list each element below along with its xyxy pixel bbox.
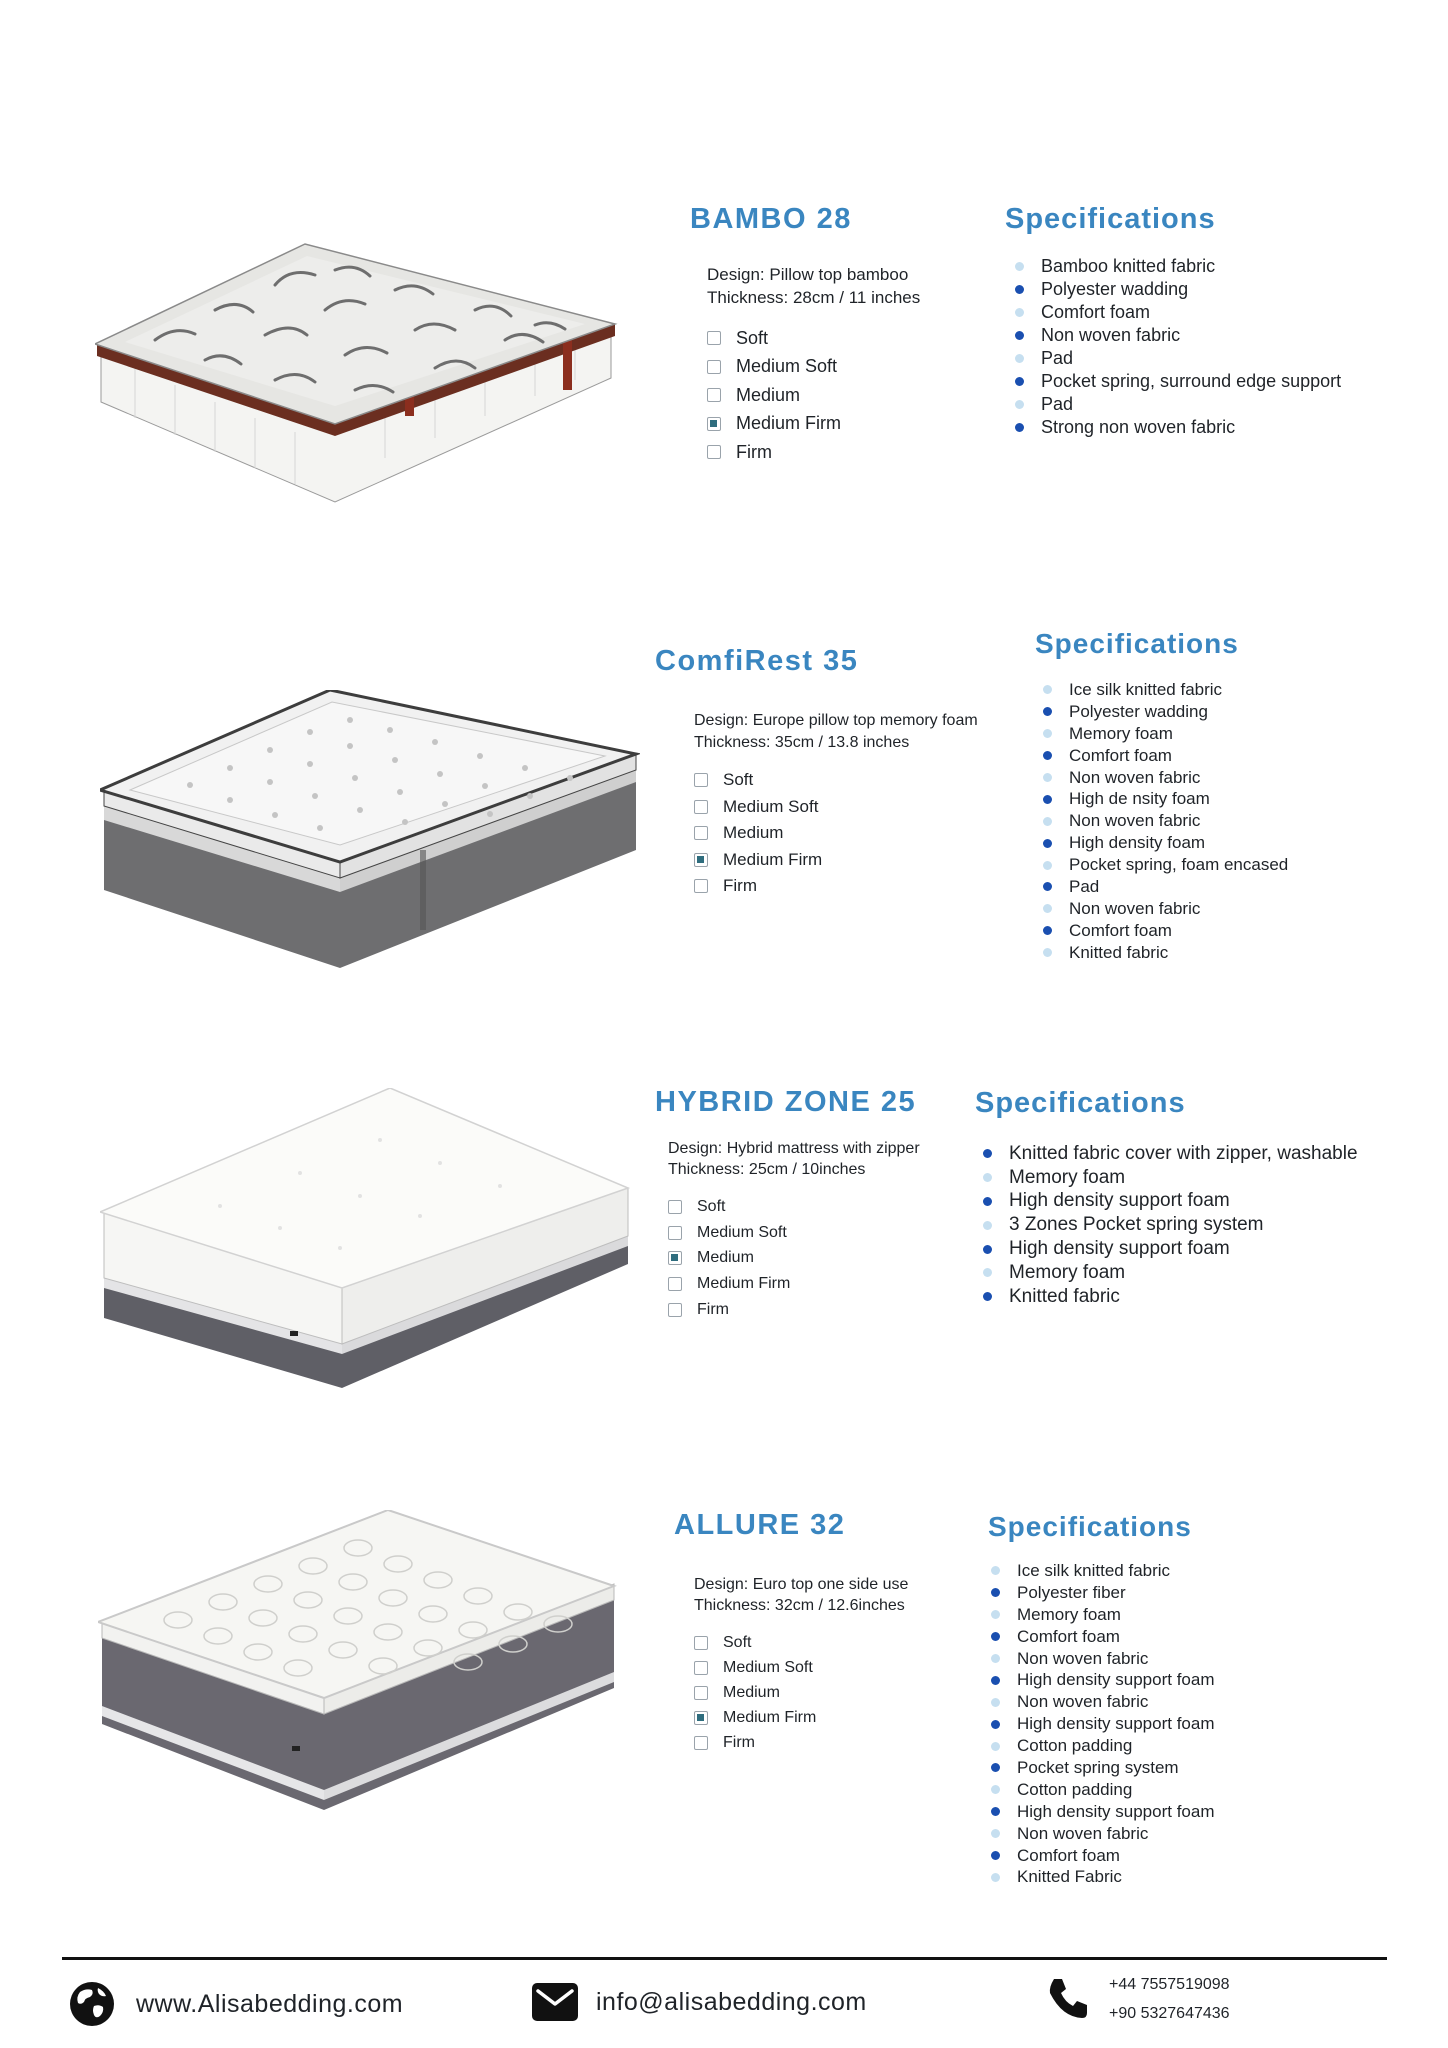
firmness-label: Medium Firm — [736, 413, 842, 434]
spec-item — [983, 1261, 1358, 1285]
spec-item — [983, 1142, 1358, 1166]
firmness-label: Medium — [723, 823, 784, 843]
spec-item — [991, 1801, 1215, 1823]
spec-item — [1043, 832, 1288, 854]
spec-item — [1015, 255, 1341, 278]
design-text: Design: Hybrid mattress with zipper — [668, 1140, 920, 1157]
bullet-icon — [983, 1292, 992, 1301]
spec-text: 3 Zones Pocket spring system — [1009, 1214, 1264, 1236]
specifications-title: Specifications — [1035, 628, 1239, 659]
phone-contact[interactable] — [1045, 1970, 1230, 2028]
spec-text: Knitted Fabric — [1017, 1867, 1122, 1887]
firmness-label: Soft — [723, 770, 754, 790]
specifications-title: Specifications — [988, 1511, 1192, 1542]
product-design — [694, 710, 978, 754]
spec-text: Comfort foam — [1069, 920, 1172, 940]
spec-item — [991, 1779, 1215, 1801]
firmness-option[interactable] — [668, 1194, 790, 1220]
bullet-icon — [1043, 904, 1052, 913]
comfirest-35-mattress-image — [100, 690, 640, 970]
firmness-option[interactable] — [707, 353, 841, 382]
firmness-option[interactable] — [668, 1220, 790, 1246]
bullet-icon — [1043, 729, 1052, 738]
firmness-option[interactable] — [707, 324, 841, 353]
phone-number-uk[interactable]: +44 7557519098 — [1109, 1976, 1230, 1993]
firmness-label: Firm — [697, 1300, 729, 1318]
firmness-label: Medium Firm — [723, 1709, 817, 1727]
spec-text: Pocket spring system — [1017, 1757, 1179, 1777]
spec-item — [991, 1604, 1215, 1626]
spec-item — [1043, 920, 1288, 942]
website-link[interactable]: www.Alisabedding.com — [136, 1989, 404, 2018]
spec-text: High density support foam — [1009, 1190, 1230, 1212]
design-text: Design: Pillow top bamboo — [707, 265, 909, 284]
checkbox[interactable] — [668, 1303, 682, 1317]
firmness-option[interactable] — [694, 1630, 816, 1655]
firmness-label: Medium — [736, 384, 801, 405]
spec-item — [983, 1213, 1358, 1237]
firmness-options — [707, 324, 841, 467]
firmness-label: Soft — [736, 327, 769, 348]
bullet-icon — [991, 1829, 1000, 1838]
bullet-icon — [983, 1197, 992, 1206]
spec-item — [1043, 701, 1288, 723]
product-title: ALLURE 32 — [674, 1509, 846, 1541]
firmness-option[interactable] — [694, 1731, 816, 1756]
checkbox-checked[interactable] — [694, 1711, 708, 1725]
spec-text: Memory foam — [1017, 1604, 1121, 1624]
bullet-icon — [1015, 331, 1024, 340]
bullet-icon — [1043, 948, 1052, 957]
bullet-icon — [983, 1173, 992, 1182]
spec-text: High density foam — [1069, 833, 1206, 853]
phone-number-tr[interactable]: +90 5327647436 — [1109, 2005, 1230, 2022]
spec-text: Ice silk knitted fabric — [1017, 1560, 1171, 1580]
spec-text: Polyester fiber — [1017, 1582, 1126, 1602]
bullet-icon — [991, 1742, 1000, 1751]
firmness-label: Firm — [736, 441, 772, 462]
firmness-label: Firm — [723, 876, 757, 896]
spec-text: Non woven fabric — [1069, 811, 1201, 831]
spec-text: Pocket spring, surround edge support — [1041, 371, 1342, 391]
product-design — [668, 1138, 920, 1180]
spec-text: Memory foam — [1069, 723, 1173, 743]
spec-text: High density support foam — [1017, 1714, 1215, 1734]
firmness-option[interactable] — [707, 381, 841, 410]
checkbox-checked[interactable] — [694, 853, 708, 867]
checkbox[interactable] — [694, 1636, 708, 1650]
bullet-icon — [1015, 400, 1024, 409]
bullet-icon — [991, 1566, 1000, 1575]
specifications-title: Specifications — [1005, 203, 1216, 235]
checkbox[interactable] — [668, 1200, 682, 1214]
firmness-option[interactable] — [694, 1680, 816, 1705]
spec-item — [1015, 301, 1341, 324]
thickness-text: Thickness: 25cm / 10inches — [668, 1161, 866, 1178]
firmness-option[interactable] — [668, 1297, 790, 1323]
bullet-icon — [1015, 308, 1024, 317]
spec-item — [1015, 278, 1341, 301]
spec-item — [991, 1669, 1215, 1691]
firmness-label: Firm — [723, 1734, 755, 1752]
firmness-label: Medium Firm — [723, 849, 823, 869]
spec-item — [983, 1285, 1358, 1309]
design-text: Design: Euro top one side use — [694, 1576, 909, 1593]
checkbox[interactable] — [694, 1736, 708, 1750]
bullet-icon — [991, 1588, 1000, 1597]
bullet-icon — [1015, 354, 1024, 363]
bullet-icon — [991, 1632, 1000, 1641]
bullet-icon — [1043, 839, 1052, 848]
bullet-icon — [991, 1676, 1000, 1685]
checkbox[interactable] — [668, 1277, 682, 1291]
spec-item — [1015, 324, 1341, 347]
checkbox-checked[interactable] — [707, 417, 721, 431]
bullet-icon — [991, 1698, 1000, 1707]
checkbox[interactable] — [694, 800, 708, 814]
spec-text: Ice silk knitted fabric — [1069, 679, 1223, 699]
spec-item — [1043, 810, 1288, 832]
spec-item — [983, 1166, 1358, 1190]
bullet-icon — [991, 1654, 1000, 1663]
spec-item — [991, 1866, 1215, 1888]
spec-item — [1043, 745, 1288, 767]
firmness-label: Soft — [697, 1197, 726, 1215]
firmness-label: Medium — [697, 1249, 754, 1267]
spec-text: Pad — [1041, 348, 1074, 368]
spec-item — [991, 1823, 1215, 1845]
website-contact[interactable] — [68, 1980, 403, 2028]
bullet-icon — [983, 1221, 992, 1230]
spec-item — [983, 1237, 1358, 1261]
firmness-option[interactable] — [668, 1271, 790, 1297]
specifications-list — [983, 1142, 1358, 1309]
hybrid-zone-25-mattress-image — [100, 1088, 630, 1393]
spec-text: Memory foam — [1009, 1261, 1126, 1283]
bullet-icon — [1043, 926, 1052, 935]
phone-icon — [1045, 1976, 1091, 2022]
spec-text: Comfort foam — [1017, 1626, 1120, 1646]
spec-item — [1015, 347, 1341, 370]
spec-item — [1043, 876, 1288, 898]
product-title: ComfiRest 35 — [655, 645, 859, 677]
spec-text: High density support foam — [1009, 1238, 1230, 1260]
checkbox[interactable] — [694, 879, 708, 893]
spec-text: Non woven fabric — [1069, 767, 1201, 787]
bullet-icon — [991, 1720, 1000, 1729]
product-title: HYBRID ZONE 25 — [655, 1086, 917, 1118]
firmness-label: Medium Soft — [736, 356, 838, 377]
spec-item — [991, 1560, 1215, 1582]
firmness-options — [694, 767, 822, 900]
envelope-icon — [532, 1983, 578, 2021]
spec-text: Comfort foam — [1041, 302, 1151, 322]
firmness-option[interactable] — [694, 873, 822, 900]
firmness-label: Medium Soft — [697, 1223, 787, 1241]
firmness-label: Medium — [723, 1683, 780, 1701]
spec-text: Knitted fabric — [1069, 942, 1169, 962]
spec-text: Bamboo knitted fabric — [1041, 256, 1216, 276]
firmness-option[interactable] — [707, 438, 841, 467]
firmness-label: Medium Soft — [723, 1658, 813, 1676]
bullet-icon — [1043, 685, 1052, 694]
checkbox[interactable] — [694, 1661, 708, 1675]
spec-item — [1043, 679, 1288, 701]
bullet-icon — [1043, 751, 1052, 760]
thickness-text: Thickness: 28cm / 11 inches — [707, 288, 921, 307]
bullet-icon — [1015, 262, 1024, 271]
spec-text: Memory foam — [1009, 1166, 1126, 1188]
spec-item — [1043, 767, 1288, 789]
firmness-option[interactable] — [694, 1655, 816, 1680]
bullet-icon — [1043, 707, 1052, 716]
spec-text: High de nsity foam — [1069, 789, 1210, 809]
bullet-icon — [983, 1268, 992, 1277]
spec-item — [991, 1691, 1215, 1713]
spec-text: Cotton padding — [1017, 1779, 1133, 1799]
spec-text: Pocket spring, foam encased — [1069, 855, 1289, 875]
spec-item — [1043, 898, 1288, 920]
spec-item — [1043, 723, 1288, 745]
spec-text: Non woven fabric — [1017, 1692, 1149, 1712]
bullet-icon — [991, 1610, 1000, 1619]
bullet-icon — [983, 1149, 992, 1158]
spec-item — [1043, 788, 1288, 810]
thickness-text: Thickness: 35cm / 13.8 inches — [694, 734, 910, 751]
specifications-list — [1043, 679, 1288, 964]
bambo-28-mattress-image — [95, 240, 625, 505]
allure-32-mattress-image — [98, 1510, 618, 1815]
bullet-icon — [991, 1785, 1000, 1794]
spec-text: Polyester wadding — [1069, 701, 1208, 721]
spec-text: High density support foam — [1017, 1670, 1215, 1690]
spec-text: Cotton padding — [1017, 1736, 1133, 1756]
firmness-label: Soft — [723, 1633, 752, 1651]
phone-numbers — [1109, 1970, 1230, 2028]
spec-item — [991, 1582, 1215, 1604]
firmness-option[interactable] — [668, 1245, 790, 1271]
product-title: BAMBO 28 — [690, 203, 852, 235]
spec-text: Pad — [1041, 394, 1074, 414]
spec-item — [991, 1845, 1215, 1867]
specifications-title: Specifications — [975, 1087, 1186, 1119]
bullet-icon — [991, 1807, 1000, 1816]
checkbox-checked[interactable] — [668, 1251, 682, 1265]
spec-text: Strong non woven fabric — [1041, 417, 1236, 437]
firmness-options — [668, 1194, 790, 1322]
firmness-option[interactable] — [694, 820, 822, 847]
specifications-list — [991, 1560, 1215, 1888]
spec-text: High density support foam — [1017, 1801, 1215, 1821]
spec-item — [991, 1648, 1215, 1670]
firmness-options — [694, 1630, 816, 1756]
bullet-icon — [991, 1763, 1000, 1772]
checkbox[interactable] — [694, 1686, 708, 1700]
spec-item — [991, 1713, 1215, 1735]
firmness-option[interactable] — [694, 847, 822, 874]
spec-item — [983, 1190, 1358, 1214]
bullet-icon — [1043, 861, 1052, 870]
specifications-list — [1015, 255, 1341, 439]
firmness-label: Medium Soft — [723, 796, 819, 816]
spec-item — [991, 1757, 1215, 1779]
firmness-option[interactable] — [694, 767, 822, 794]
footer-divider — [62, 1957, 1387, 1960]
checkbox[interactable] — [707, 331, 721, 345]
spec-text: Pad — [1069, 876, 1100, 896]
spec-item — [991, 1735, 1215, 1757]
firmness-option[interactable] — [707, 410, 841, 439]
design-text: Design: Europe pillow top memory foam — [694, 712, 978, 729]
bullet-icon — [1043, 817, 1052, 826]
spec-item — [1043, 854, 1288, 876]
spec-text: Polyester wadding — [1041, 279, 1189, 299]
bullet-icon — [1015, 285, 1024, 294]
spec-text: Non woven fabric — [1041, 325, 1181, 345]
email-link[interactable]: info@alisabedding.com — [596, 1987, 867, 2016]
bullet-icon — [1015, 423, 1024, 432]
spec-item — [991, 1626, 1215, 1648]
product-design — [694, 1574, 908, 1616]
spec-text: Non woven fabric — [1069, 898, 1201, 918]
spec-text: Non woven fabric — [1017, 1823, 1149, 1843]
firmness-label: Medium Firm — [697, 1274, 791, 1292]
checkbox[interactable] — [694, 773, 708, 787]
thickness-text: Thickness: 32cm / 12.6inches — [694, 1597, 905, 1614]
checkbox[interactable] — [707, 388, 721, 402]
spec-text: Knitted fabric — [1009, 1285, 1120, 1307]
spec-text: Knitted fabric cover with zipper, washable — [1009, 1142, 1358, 1164]
bullet-icon — [991, 1873, 1000, 1882]
firmness-option[interactable] — [694, 794, 822, 821]
bullet-icon — [983, 1245, 992, 1254]
spec-item — [1043, 942, 1288, 964]
product-design — [707, 263, 920, 309]
checkbox[interactable] — [707, 445, 721, 459]
checkbox[interactable] — [694, 826, 708, 840]
spec-item — [1015, 393, 1341, 416]
checkbox[interactable] — [707, 360, 721, 374]
spec-text: Comfort foam — [1069, 745, 1172, 765]
globe-icon — [68, 1980, 116, 2028]
firmness-option[interactable] — [694, 1706, 816, 1731]
bullet-icon — [1043, 795, 1052, 804]
spec-item — [1015, 416, 1341, 439]
bullet-icon — [1043, 882, 1052, 891]
bullet-icon — [1015, 377, 1024, 386]
spec-text: Non woven fabric — [1017, 1648, 1149, 1668]
email-contact[interactable] — [532, 1983, 867, 2021]
spec-item — [1015, 370, 1341, 393]
checkbox[interactable] — [668, 1226, 682, 1240]
bullet-icon — [1043, 773, 1052, 782]
spec-text: Comfort foam — [1017, 1845, 1120, 1865]
bullet-icon — [991, 1851, 1000, 1860]
